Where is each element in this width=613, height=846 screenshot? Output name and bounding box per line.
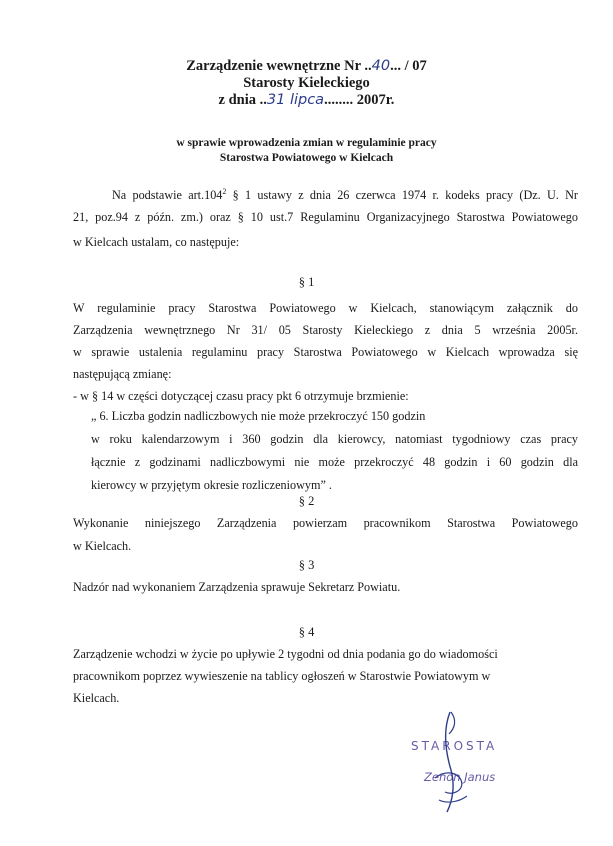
stamp-title: STAROSTA	[411, 739, 498, 753]
date-prefix: z dnia ..	[218, 92, 267, 108]
preamble-part-b: § 1 ustawy z dnia 26 czerwca 1974 r. kodeks pracy (Dz. U. Nr	[226, 188, 578, 203]
subject-line-1: w sprawie wprowadzenia zmian w regulaminie pracy	[176, 137, 437, 149]
section-4-line-2: pracownikom poprzez wywieszenie na tablicy ogłoszeń w Starostwie Powiatowym w	[73, 669, 491, 683]
quote-line-1: „ 6. Liczba godzin nadliczbowych nie może przekroczyć 150 godzin	[91, 409, 426, 423]
quote-line-2: w roku kalendarzowym i 360 godzin dla kierowcy, natomiast tygodniowy czas pracy	[91, 432, 578, 446]
section-2-mark: § 2	[298, 494, 315, 508]
section-3-line-1: Nadzór nad wykonaniem Zarządzenia sprawuje Sekretarz Powiatu.	[73, 580, 401, 594]
preamble-line-1	[112, 181, 578, 206]
handwritten-date: 31 lipca	[266, 92, 325, 108]
date-line	[0, 92, 613, 109]
section-1-mark: § 1	[298, 275, 315, 289]
quote-line-4: kierowcy w przyjętym okresie rozliczeniowym” .	[91, 478, 332, 492]
section-1-line-4: następującą zmianę:	[73, 367, 172, 381]
title-suffix: ... / 07	[390, 58, 427, 74]
preamble-line-3: w Kielcach ustalam, co następuje:	[73, 235, 240, 249]
section-1-line-5: - w § 14 w części dotyczącej czasu pracy pkt 6 otrzymuje brzmienie:	[73, 389, 409, 403]
section-4-mark: § 4	[298, 625, 315, 639]
section-4-line-3: Kielcach.	[73, 691, 120, 705]
document-title	[0, 58, 613, 75]
section-4-line-1: Zarządzenie wchodzi w życie po upływie 2 tygodni od dnia podania go do wiadomości	[73, 647, 498, 661]
section-3-mark: § 3	[298, 558, 315, 572]
section-2-line-2: w Kielcach.	[73, 539, 132, 553]
preamble-line-2: 21, poz.94 z późn. zm.) oraz § 10 ust.7 Regulaminu Organizacyjnego Starostwa Powiatowego	[73, 210, 578, 224]
issuer-line: Starosty Kieleckiego	[243, 75, 370, 91]
section-1-line-2: Zarządzenia wewnętrznego Nr 31/ 05 Starosty Kieleckiego z dnia 5 września 2005r.	[73, 323, 578, 337]
preamble-superscript: 2	[222, 187, 227, 196]
section-1-line-3: w sprawie ustalenia regulaminu pracy Starostwa Powiatowego w Kielcach wprowadza się	[73, 345, 578, 359]
section-1-line-1: W regulaminie pracy Starostwa Powiatowego w Kielcach, stanowiącym załącznik do	[73, 301, 578, 315]
quote-line-3: łącznie z godzinami nadliczbowymi nie może przekroczyć 48 godzin i 60 godzin dla	[91, 455, 578, 469]
handwritten-number: 40	[371, 58, 391, 74]
preamble-part-a: Na podstawie art.104	[112, 188, 223, 203]
subject-line-2: Starostwa Powiatowego w Kielcach	[219, 152, 394, 164]
date-suffix: ........ 2007r.	[324, 92, 395, 108]
stamp-name: Zenon Janus	[424, 770, 496, 784]
signature-icon	[395, 700, 485, 820]
title-prefix: Zarządzenie wewnętrzne Nr ..	[186, 58, 372, 74]
section-2-line-1: Wykonanie niniejszego Zarządzenia powierzam pracownikom Starostwa Powiatowego	[73, 516, 578, 530]
